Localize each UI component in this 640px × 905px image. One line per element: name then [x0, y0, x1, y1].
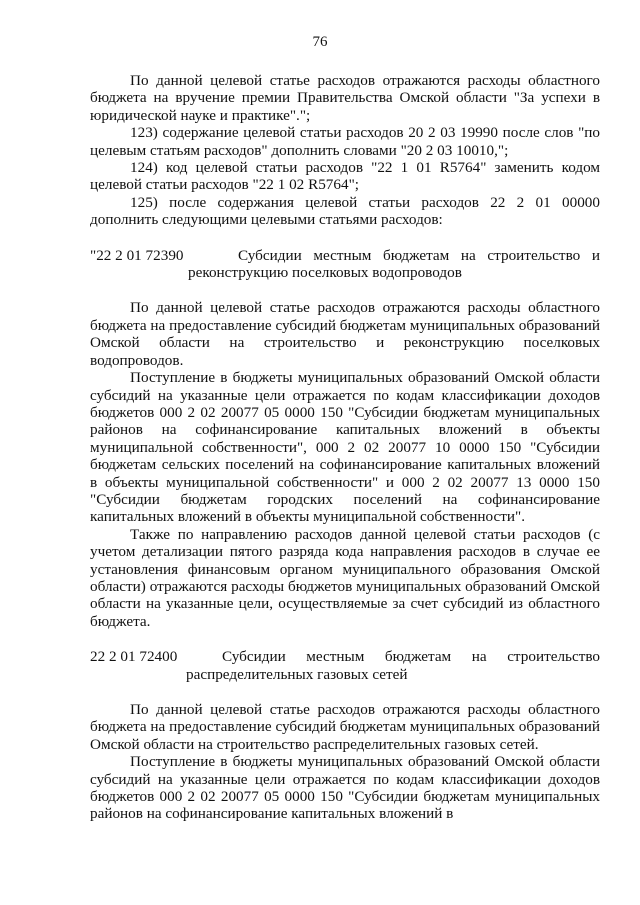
paragraph: По данной целевой статье расходов отражаются расходы областного бюджета на предоставление субсидий бюджетам муниципальных образований Омской области на строительство и реконструкцию поселковых водопроводов. [90, 299, 600, 369]
paragraph: По данной целевой статье расходов отражаются расходы областного бюджета на вручение премии Правительства Омской области "За успехи в юридической науке и практике"."; [90, 72, 600, 124]
article-code: "22 2 01 72390 [90, 246, 184, 264]
paragraph: 125) после содержания целевой статьи расходов 22 2 01 00000 дополнить следующими целевыми статьями расходов: [90, 193, 600, 229]
paragraph: По данной целевой статье расходов отражаются расходы областного бюджета на предоставление субсидий бюджетам муниципальных образований Омской области на строительство распределительных газовых сетей. [90, 701, 600, 753]
article-title-line: Субсидии местным бюджетам на строительство и [238, 246, 600, 264]
article-title-line: распределительных газовых сетей [186, 665, 408, 683]
article-title-line: реконструкцию поселковых водопроводов [188, 264, 462, 282]
document-body [90, 72, 600, 823]
article-code: 22 2 01 72400 [90, 648, 178, 666]
page-number: 76 [312, 34, 328, 50]
paragraph: 124) код целевой статьи расходов "22 1 01 R5764" заменить кодом целевой статьи расходов "22 1 02 R5764"; [90, 159, 600, 194]
article-heading [90, 247, 600, 264]
article-title-line: Субсидии местным бюджетам на строительство [222, 648, 600, 666]
article-heading [90, 648, 600, 665]
paragraph: Поступление в бюджеты муниципальных образований Омской области субсидий на указанные цели отражается по кодам классификации доходов бюджетов 000 2 02 20077 05 0000 150 "Субсидии бюджетам муниципальных районов на софинансирование капитальных вложений в объекты муниципальной собственности", 000 2 02 20077 10 0000 150 "Субсидии бюджетам сельских поселений на софинансирование капитальных вложений в объекты муниципальной собственности" и 000 2 02 20077 13 0000 150 "Субсидии бюджетам городских поселений на софинансирование капитальных вложений в объекты муниципальной собственности". [90, 369, 600, 526]
paragraph: Также по направлению расходов данной целевой статьи расходов (с учетом детализации пятого разряда кода направления расходов в случае ее установления финансовым органом муниципального образования Омской области) отражаются расходы бюджетов муниципальных образований Омской области на указанные цели, осуществляемые за счет субсидий из областного бюджета. [90, 525, 600, 630]
paragraph: 123) содержание целевой статьи расходов 20 2 03 19990 после слов "по целевым статьям расходов" дополнить словами "20 2 03 10010,"; [90, 124, 600, 159]
paragraph: Поступление в бюджеты муниципальных образований Омской области субсидий на указанные цели отражается по кодам классификации доходов бюджетов 000 2 02 20077 05 0000 150 "Субсидии бюджетам муниципальных районов на софинансирование капитальных вложений в [90, 753, 600, 823]
